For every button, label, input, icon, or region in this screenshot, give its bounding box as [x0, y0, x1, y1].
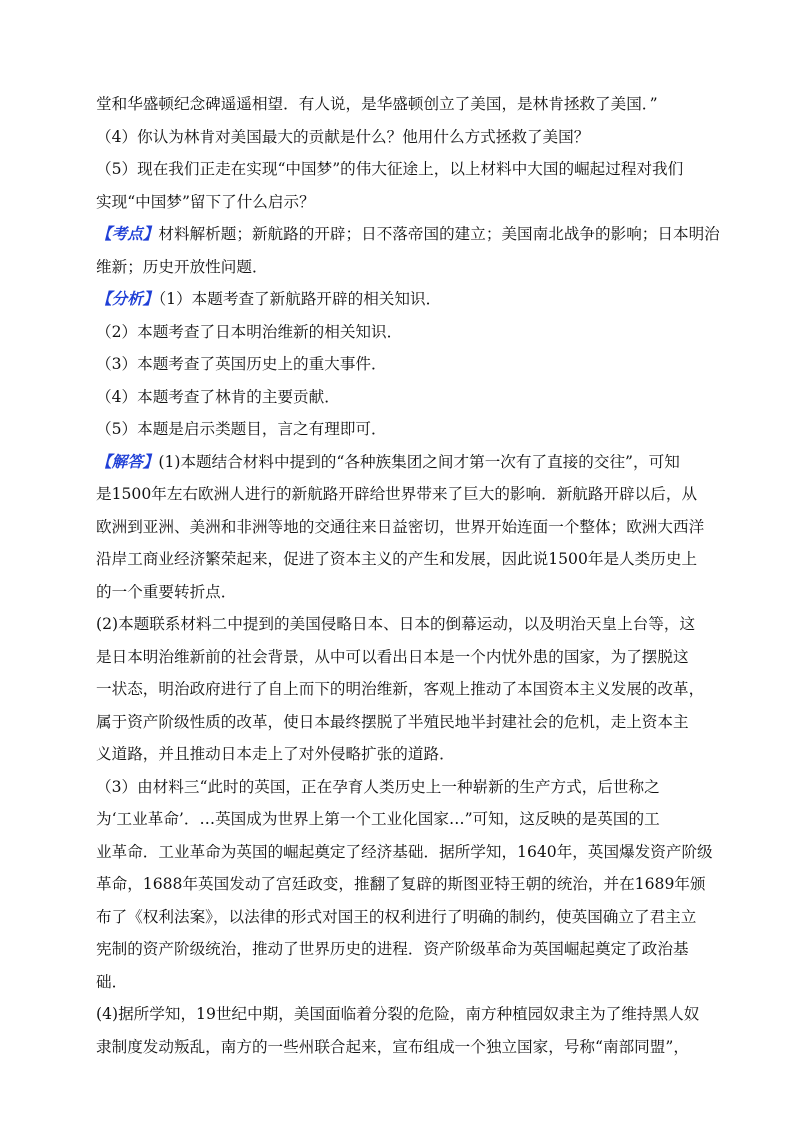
- fenxi-section: [96, 283, 708, 316]
- answer-text: 一状态，明治政府进行了自上而下的明治维新，客观上推动了本国资本主义发展的改革，: [96, 680, 705, 698]
- answer-text: (1)本题结合材料中提到的“各种族集团之间才第一次有了直接的交往”，可知: [158, 452, 680, 471]
- answer-text: 义道路，并且推动日本走上了对外侵略扩张的道路．: [96, 745, 455, 763]
- answer-text: 宪制的资产阶级统治，推动了世界历史的进程．资产阶级革命为英国崛起奠定了政治基: [96, 940, 689, 958]
- fenxi-item: （4）本题考查了林肯的主要贡献．: [96, 387, 340, 406]
- fenxi-text: （1）本题考查了新航路开辟的相关知识．: [158, 290, 442, 308]
- text-line: 实现“中国梦”留下了什么启示？: [96, 192, 315, 211]
- answer-text: 属于资产阶级性质的改革，使日本最终摆脱了半殖民地半封建社会的危机，走上资本主: [96, 712, 689, 731]
- answer-text: 业革命．工业革命为英国的崛起奠定了经济基础．据所学知，1640年，英国爆发资产阶级: [96, 842, 713, 861]
- jieda-tag: 【解答】: [96, 451, 159, 471]
- question-5: （5）现在我们正走在实现“中国梦”的伟大征途上，以上材料中大国的崛起过程对我们: [96, 160, 684, 178]
- fenxi-item: （3）本题考查了英国历史上的重大事件．: [96, 355, 387, 373]
- answer-text: 是1500年左右欧洲人进行的新航路开辟给世界带来了巨大的影响．新航路开辟以后，从: [96, 485, 698, 503]
- answer-text: 欧洲到亚洲、美洲和非洲等地的交通往来日益密切，世界开始连面一个整体；欧洲大西洋: [96, 517, 705, 536]
- answer-text: 布了《权利法案》，以法律的形式对国王的权利进行了明确的制约，使英国确立了君主立: [96, 907, 697, 926]
- answer-text: 隶制度发动叛乱，南方的一些州联合起来，宣布组成一个独立国家，号称“南部同盟”，: [96, 1037, 689, 1056]
- jieda-section: [96, 446, 708, 479]
- answer-text: 为‘工业革命’．…英国成为世界上第一个工业化国家…”可知，这反映的是英国的工: [96, 810, 660, 828]
- fenxi-tag: 【分析】: [96, 289, 159, 308]
- answer-text: 沿岸工商业经济繁荣起来，促进了资本主义的产生和发展，因此说1500年是人类历史上: [96, 550, 698, 568]
- answer-text: (2)本题联系材料二中提到的美国侵略日本、日本的倒幕运动，以及明治天皇上台等，这: [96, 615, 696, 633]
- answer-text: (4)据所学知，19世纪中期，美国面临着分裂的危险，南方种植园奴隶主为了维持黑人奴: [96, 1005, 700, 1023]
- answer-text: 革命，1688年英国发动了宫廷政变，推翻了复辟的斯图亚特王朝的统治，并在1689年颁: [96, 875, 706, 893]
- question-4: （4）你认为林肯对美国最大的贡献是什么？他用什么方式拯救了美国？: [96, 127, 590, 146]
- kaodian-tag: 【考点】: [96, 224, 159, 243]
- kaodian-section: [96, 218, 720, 251]
- fenxi-item: （5）本题是启示类题目，言之有理即可．: [96, 420, 387, 438]
- fenxi-item: （2）本题考查了日本明治维新的相关知识．: [96, 322, 403, 341]
- answer-text: 础．: [96, 972, 128, 991]
- answer-text: 的一个重要转折点．: [96, 582, 237, 601]
- answer-text: （3）由材料三“此时的英国，正在孕育人类历史上一种崭新的生产方式，后世称之: [96, 777, 660, 796]
- text-line: 堂和华盛顿纪念碑遥遥相望．有人说，是华盛顿创立了美国，是林肯拯救了美国．”: [96, 95, 658, 113]
- kaodian-text: 材料解析题；新航路的开辟；日不落帝国的建立；美国南北战争的影响；日本明治: [158, 225, 720, 243]
- document-page: [96, 88, 720, 1063]
- kaodian-text: 维新；历史开放性问题．: [96, 257, 268, 276]
- answer-text: 是日本明治维新前的社会背景，从中可以看出日本是一个内忧外患的国家，为了摆脱这: [96, 647, 689, 666]
